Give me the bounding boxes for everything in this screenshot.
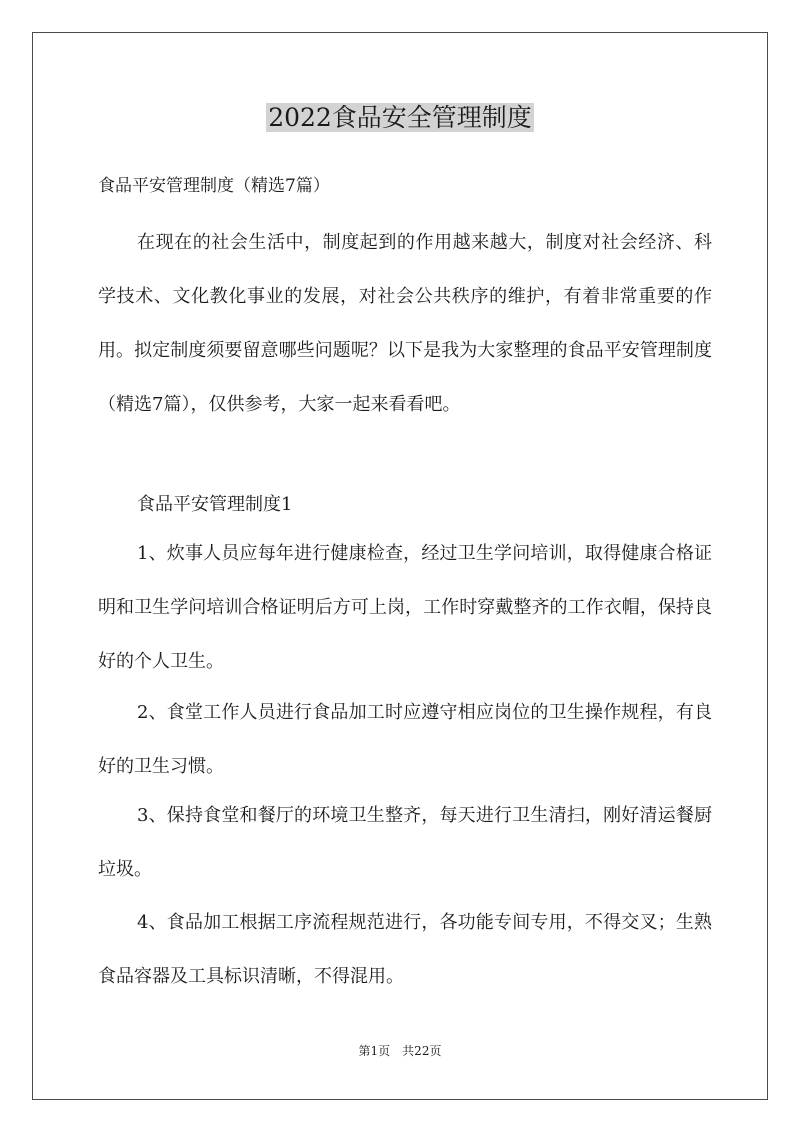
- rule-item-4: 4、食品加工根据工序流程规范进行，各功能专间专用，不得交叉；生熟食品容器及工具标识清晰，不得混用。: [98, 912, 712, 987]
- page-footer: 第1页 共22页: [358, 1044, 442, 1058]
- document-title-text: 2022食品安全管理制度: [268, 103, 532, 132]
- section-heading: 食品平安管理制度1: [137, 494, 293, 515]
- rule-item-1: 1、炊事人员应每年进行健康检查，经过卫生学问培训，取得健康合格证明和卫生学问培训合格证明后方可上岗，工作时穿戴整齐的工作衣帽，保持良好的个人卫生。: [98, 543, 712, 672]
- document-subtitle: 食品平安管理制度（精选7篇）: [98, 176, 330, 196]
- rule-item-3: 3、保持食堂和餐厅的环境卫生整齐，每天进行卫生清扫，刚好清运餐厨垃圾。: [98, 805, 712, 880]
- document-title: [0, 98, 800, 138]
- intro-paragraph: 在现在的社会生活中，制度起到的作用越来越大，制度对社会经济、科学技术、文化教化事业的发展，对社会公共秩序的维护，有着非常重要的作用。拟定制度须要留意哪些问题呢？以下是我为大家整理的食品平安管理制度（精选7篇），仅供参考，大家一起来看看吧。: [98, 232, 712, 415]
- rule-item-2: 2、食堂工作人员进行食品加工时应遵守相应岗位的卫生操作规程，有良好的卫生习惯。: [98, 702, 712, 777]
